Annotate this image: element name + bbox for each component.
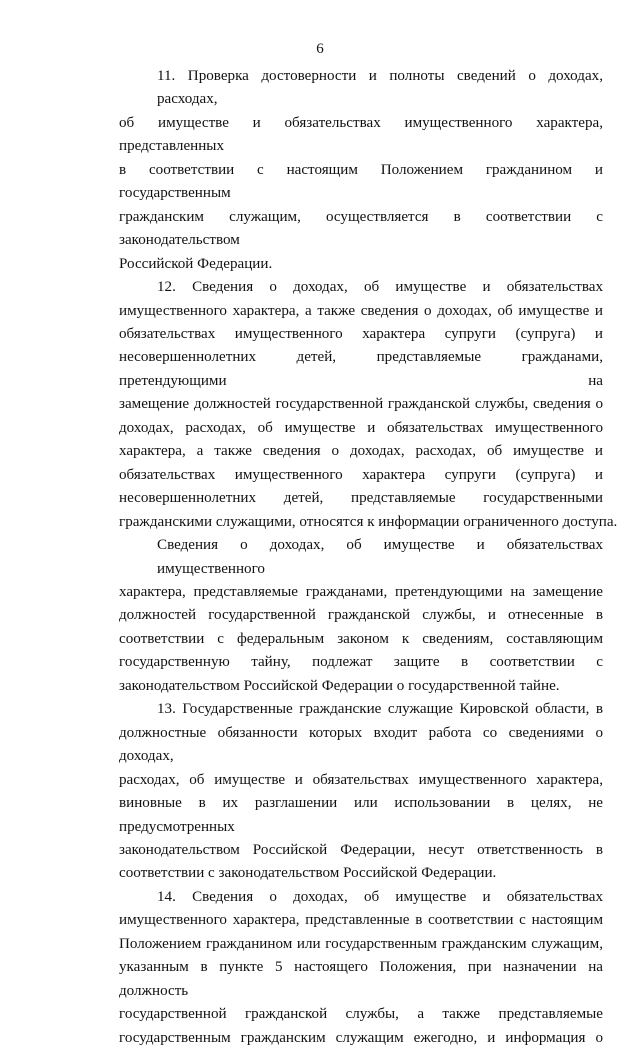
text-line: законодательством Российской Федерации, несут ответственность в (119, 841, 603, 858)
text-line: 13. Государственные гражданские служащие Кировской области, в (157, 701, 603, 718)
text-line: указанным в пункте 5 настоящего Положения, при назначении на должность (119, 959, 603, 999)
text-line: государственным гражданским служащим ежегодно, и информация о (119, 1029, 603, 1046)
text-line: соответствии с федеральным законом к сведениям, составляющим (119, 630, 603, 647)
text-line: характера, представляемые гражданами, претендующими на замещение (119, 583, 603, 600)
text-line: должностные обязанности которых входит работа со сведениями о доходах, (119, 724, 603, 765)
paragraph-11 (119, 65, 603, 276)
text-line: 11. Проверка достоверности и полноты сведений о доходах, расходах, (157, 68, 603, 108)
text-line: виновные в их разглашении или использовании в целях, не предусмотренных (119, 795, 603, 835)
text-line: замещение должностей государственной гражданской службы, сведения о (119, 396, 603, 413)
text-line: несовершеннолетних детей, представляемые гражданами, претендующими на (119, 349, 603, 389)
text-line: гражданскими служащими, относятся к информации ограниченного доступа. (119, 513, 618, 530)
text-line: расходах, об имуществе и обязательствах имущественного характера, (119, 771, 603, 788)
text-line: государственную тайну, подлежат защите в соответствии с (119, 654, 603, 671)
paragraph-14 (119, 886, 603, 1050)
document-body (119, 65, 618, 1050)
paragraph-12-secrecy (119, 534, 603, 698)
text-line: несовершеннолетних детей, представляемые государственными (119, 490, 603, 507)
text-line: доходах, расходах, об имуществе и обязательствах имущественного (119, 419, 603, 436)
text-line: 14. Сведения о доходах, об имуществе и обязательствах (157, 888, 603, 905)
text-line: Положением гражданином или государственным гражданским служащим, (119, 935, 603, 952)
paragraph-13 (119, 698, 603, 886)
text-line: 12. Сведения о доходах, об имуществе и обязательствах (157, 279, 603, 296)
text-line: Российской Федерации. (119, 255, 273, 272)
text-line: законодательством Российской Федерации о государственной тайне. (119, 677, 560, 694)
text-line: обязательствах имущественного характера супруги (супруга) и (119, 325, 603, 342)
text-line: гражданским служащим, осуществляется в соответствии с законодательством (119, 208, 603, 249)
text-line: обязательствах имущественного характера супруги (супруга) и (119, 466, 603, 483)
text-line: Сведения о доходах, об имуществе и обязательствах имущественного (157, 537, 603, 577)
text-line: в соответствии с настоящим Положением гражданином и государственным (119, 161, 603, 202)
text-line: имущественного характера, а также сведения о доходах, об имуществе и (119, 302, 603, 319)
text-line: имущественного характера, представленные в соответствии с настоящим (119, 912, 603, 929)
text-line: об имуществе и обязательствах имущественного характера, представленных (119, 114, 603, 155)
text-line: соответствии с законодательством Российской Федерации. (119, 865, 497, 882)
page-number: 6 (316, 41, 324, 57)
paragraph-12 (119, 276, 618, 534)
text-line: характера, а также сведения о доходах, расходах, об имуществе и (119, 443, 603, 460)
text-line: государственной гражданской службы, а также представляемые (119, 1006, 603, 1023)
text-line: должностей государственной гражданской службы, и отнесенные в (119, 607, 603, 624)
